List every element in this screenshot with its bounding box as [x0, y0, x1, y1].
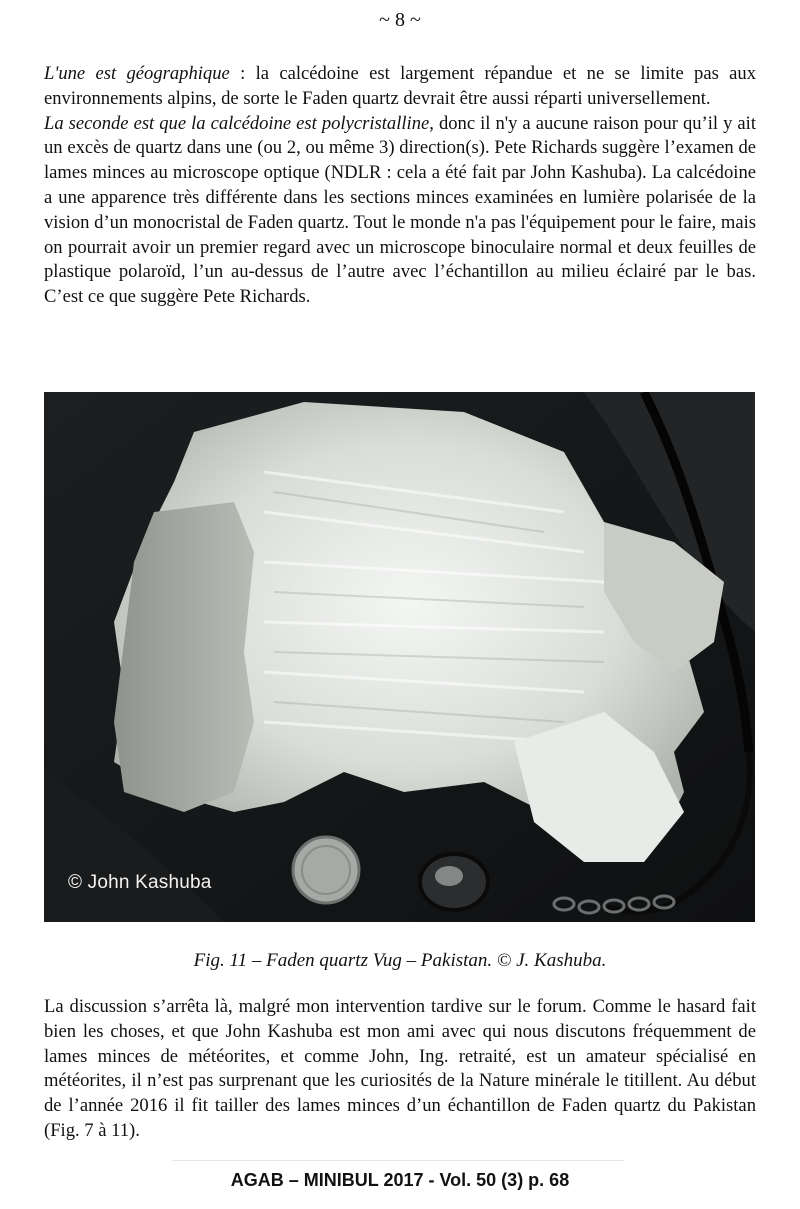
intro-italic-1: L'une est géographique	[44, 63, 230, 84]
intro-italic-2: La seconde est que la calcédoine est polycristalline	[44, 112, 430, 134]
figure-photo-faden-quartz	[44, 392, 755, 922]
conclusion-text	[44, 995, 756, 1144]
page-number: ~ 8 ~	[379, 9, 421, 31]
conclusion-paragraph: La discussion s’arrêta là, malgré mon intervention tardive sur le forum. Comme le hasard fait bien les choses, et que John Kashuba est mon ami avec qui nous discutons fréquemment de lames minces de météorites, et comme John, Ing. retraité, est un amateur spécialisé en météorites, il n’est pas surprenant que les curiosités de la Nature minérale le titillent. Au début de l’année 2016 il fit tailler des lames minces d’un échantillon de Faden quartz du Pakistan (Fig. 7 à 11).	[44, 996, 756, 1141]
intro-paragraph-2	[44, 112, 756, 310]
intro-text-1: : la calcédoine est largement répandue et ne se limite pas aux environnements alpins, de sorte le Faden quartz devrait être aussi réparti universellement.	[44, 63, 756, 109]
quartz-photo-illustration	[44, 392, 755, 922]
footer-citation: AGAB – MINIBUL 2017 - Vol. 50 (3) p. 68	[230, 1170, 570, 1190]
intro-paragraph-1	[44, 62, 756, 112]
intro-text-2: , donc il n'y a aucune raison pour qu’il y ait un excès de quartz dans une (ou 2, ou même 3) direction(s). Pete Richards suggère l’examen de lames minces au microscope optique (NDLR : cela a été fait par John Kashuba). La calcédoine a une apparence très différente dans les sections minces examinées en lumière polarisée de la vision d’un monocristal de Faden quartz. Tout le monde n'a pas l'équipement pour le faire, mais on pourrait avoir un premier regard avec un microscope binoculaire normal et deux feuilles de plastique polaroïd, l’un au-dessus de l’autre avec l’échantillon au milieu éclairé par le bas. C’est ce que suggère Pete Richards.	[44, 112, 757, 308]
footer-divider	[172, 1160, 624, 1161]
figure-caption: Fig. 11 – Faden quartz Vug – Pakistan. © J. Kashuba.	[193, 950, 607, 971]
intro-text	[44, 62, 756, 310]
photo-credit: © John Kashuba	[68, 872, 212, 893]
